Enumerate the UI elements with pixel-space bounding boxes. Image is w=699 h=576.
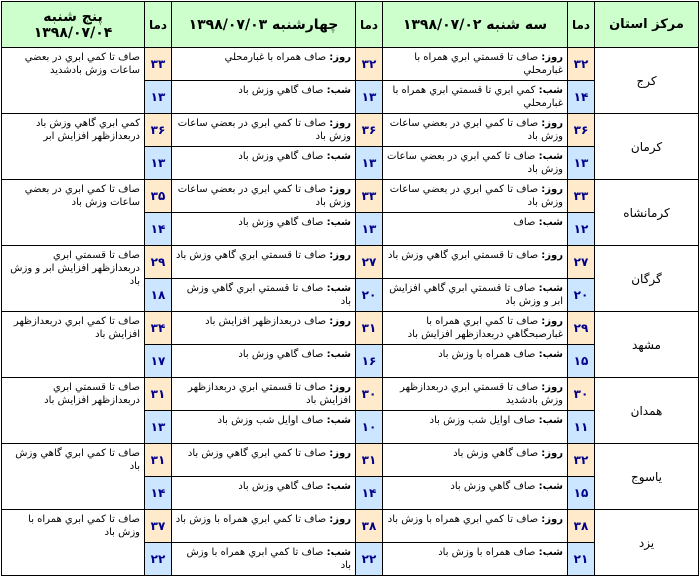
header-temp-day3: دما [145,2,172,48]
day-label: روز: [329,118,351,129]
d1-max-temp: ۳۲ [568,444,595,477]
table-row [2,114,699,147]
night-label: شب: [326,283,351,294]
d1-night-text: صاف گاهي وزش باد [450,481,536,492]
d2-day-text: صاف تا كمي ابري گاهي وزش باد [187,448,327,459]
d3-max-temp: ۳۱ [145,378,172,411]
d3-forecast: صاف تا كمي ابري دربعدازظهر افزايش باد [2,312,145,378]
day-label: روز: [541,316,563,327]
d1-night-forecast [383,411,568,444]
night-label: شب: [538,85,563,96]
d1-min-temp: ۱۵ [568,477,595,510]
d3-forecast: صاف تا قسمتي ابري دربعدازظهر افزايش ابر و وزش باد [2,246,145,312]
night-label: شب: [326,547,351,558]
night-label: شب: [326,151,351,162]
d2-day-forecast [172,246,356,279]
d2-day-text: صاف تا كمي ابري در بعضي ساعات وزش باد [177,118,351,142]
table-row [2,444,699,477]
day-label: روز: [329,52,351,63]
d1-day-text: صاف تا كمي ابري در بعضي ساعات وزش باد [389,118,563,142]
d1-night-text: صاف تا كمي ابري در بعضي ساعات وزش باد [387,151,563,175]
d1-min-temp: ۲۱ [568,543,595,576]
forecast-table [1,1,699,576]
province-name: کرمانشاه [595,180,699,246]
night-label: شب: [326,349,351,360]
night-label: شب: [326,415,351,426]
d1-night-forecast [383,81,568,114]
header-day3: پنج شنبه ۱۳۹۸/۰۷/۰۴ [2,2,145,48]
night-label: شب: [538,349,563,360]
d1-night-forecast [383,345,568,378]
d3-max-temp: ۳۴ [145,312,172,345]
d1-day-text: صاف تا كمي ابري در بعضي ساعات وزش باد [389,184,563,208]
d1-day-text: صاف تا قسمتي ابري همراه با غبارمحلي [414,52,563,76]
d1-night-text: كمي ابري تا قسمتي ابري همراه با غبارمحلي [392,85,563,109]
d3-forecast: صاف تا كمي ابري همراه با وزش باد [2,510,145,576]
night-label: شب: [538,481,563,492]
header-row [2,2,699,48]
d3-forecast: صاف تا قسمتي ابري دربعدازظهر افزايش باد [2,378,145,444]
d1-day-forecast [383,180,568,213]
day-label: روز: [541,448,563,459]
d2-day-forecast [172,114,356,147]
d2-min-temp: ۲۲ [356,543,383,576]
province-name: کرمان [595,114,699,180]
d2-min-temp: ۱۳ [356,147,383,180]
day-label: روز: [541,514,563,525]
d2-day-forecast [172,48,356,81]
day-label: روز: [541,184,563,195]
table-row [2,510,699,543]
d1-night-forecast [383,543,568,576]
d2-night-text: صاف تا قسمتي ابري گاهي وزش باد [186,283,351,307]
d3-max-temp: ۳۳ [145,48,172,81]
d1-night-forecast [383,279,568,312]
header-province: مرکز استان [595,2,699,48]
table-row [2,378,699,411]
d3-min-temp: ۱۷ [145,345,172,378]
d1-min-temp: ۱۴ [568,81,595,114]
d2-max-temp: ۳۶ [356,114,383,147]
d3-min-temp: ۱۴ [145,477,172,510]
d3-forecast: صاف تا كمي ابري گاهي وزش باد [2,444,145,510]
d1-max-temp: ۲۹ [568,312,595,345]
d2-max-temp: ۳۰ [356,378,383,411]
d2-min-temp: ۱۶ [356,345,383,378]
night-label: شب: [538,547,563,558]
d2-night-forecast [172,345,356,378]
day-label: روز: [329,184,351,195]
d1-day-text: صاف تا كمي ابري همراه با وزش باد [387,514,539,525]
day-label: روز: [541,118,563,129]
table-row [2,48,699,81]
night-label: شب: [538,151,563,162]
d1-night-text: صاف [513,217,536,228]
province-name: یاسوج [595,444,699,510]
d3-min-temp: ۲۲ [145,543,172,576]
day-label: روز: [541,250,563,261]
d1-night-text: صاف تا قسمتي ابري گاهي افزايش ابر و وزش باد [389,283,563,307]
d3-min-temp: ۱۸ [145,279,172,312]
d2-night-forecast [172,477,356,510]
d2-night-forecast [172,81,356,114]
d2-min-temp: ۲۰ [356,279,383,312]
d1-max-temp: ۳۶ [568,114,595,147]
d2-night-forecast [172,411,356,444]
d2-max-temp: ۳۲ [356,48,383,81]
day-label: روز: [329,448,351,459]
d2-night-forecast [172,543,356,576]
d3-min-temp: ۱۳ [145,81,172,114]
d2-night-forecast [172,279,356,312]
d2-min-temp: ۱۳ [356,81,383,114]
table-row [2,312,699,345]
d2-day-text: صاف دربعدازظهر افزايش باد [205,316,327,327]
province-name: یزد [595,510,699,576]
d2-max-temp: ۲۷ [356,246,383,279]
d3-min-temp: ۱۳ [145,147,172,180]
d2-min-temp: ۱۴ [356,477,383,510]
d2-day-forecast [172,510,356,543]
d1-max-temp: ۳۳ [568,180,595,213]
header-temp-day2: دما [356,2,383,48]
d1-night-text: صاف همراه با وزش باد [438,349,536,360]
d2-night-forecast [172,147,356,180]
d1-night-forecast [383,213,568,246]
d2-min-temp: ۱۳ [356,213,383,246]
d3-max-temp: ۳۵ [145,180,172,213]
province-name: مشهد [595,312,699,378]
d2-day-text: صاف تا قسمتي ابري دربعدازظهر افزايش باد [188,382,351,406]
d1-night-forecast [383,147,568,180]
d2-max-temp: ۳۳ [356,180,383,213]
d1-day-forecast [383,378,568,411]
night-label: شب: [326,85,351,96]
d1-max-temp: ۳۰ [568,378,595,411]
d2-max-temp: ۳۸ [356,510,383,543]
d3-forecast: كمي ابري گاهي وزش باد دربعدازظهر افزايش ابر [2,114,145,180]
d2-day-text: صاف همراه با غبارمحلي [224,52,327,63]
header-day1: سه شنبه ۱۳۹۸/۰۷/۰۲ [383,2,568,48]
d3-max-temp: ۳۱ [145,444,172,477]
day-label: روز: [329,514,351,525]
d2-day-forecast [172,180,356,213]
d2-night-forecast [172,213,356,246]
d2-min-temp: ۱۰ [356,411,383,444]
d2-night-text: صاف گاهي وزش باد [238,85,324,96]
d1-day-text: صاف تا كمي ابري همراه با غبارصبحگاهي دربعدازظهر افزايش باد [407,316,563,340]
province-name: گرگان [595,246,699,312]
d3-max-temp: ۲۹ [145,246,172,279]
day-label: روز: [329,382,351,393]
d1-day-forecast [383,114,568,147]
table-row [2,246,699,279]
province-name: همدان [595,378,699,444]
d1-max-temp: ۳۸ [568,510,595,543]
d1-day-text: صاف تا قسمتي ابري دربعدازظهر وزش بادشديد [400,382,563,406]
d2-night-text: صاف گاهي وزش باد [238,151,324,162]
d1-min-temp: ۲۰ [568,279,595,312]
d1-min-temp: ۱۱ [568,411,595,444]
night-label: شب: [538,283,563,294]
d2-night-text: صاف تا كمي ابري همراه با وزش باد [186,547,351,571]
night-label: شب: [538,217,563,228]
d3-forecast: صاف تا كمي ابري در بعضي ساعات وزش بادشديد [2,48,145,114]
d2-day-forecast [172,312,356,345]
d2-night-text: صاف اوايل شب وزش باد [217,415,324,426]
d1-day-forecast [383,444,568,477]
d1-min-temp: ۱۵ [568,345,595,378]
night-label: شب: [326,481,351,492]
night-label: شب: [326,217,351,228]
d1-night-text: صاف همراه با وزش باد [438,547,536,558]
table-row [2,180,699,213]
d1-night-forecast [383,477,568,510]
d3-max-temp: ۳۷ [145,510,172,543]
d3-max-temp: ۳۶ [145,114,172,147]
d2-day-text: صاف تا قسمتي ابري گاهي وزش باد [175,250,327,261]
day-label: روز: [329,250,351,261]
province-name: کرج [595,48,699,114]
day-label: روز: [329,316,351,327]
d2-day-text: صاف تا كمي ابري همراه با وزش باد [175,514,327,525]
day-label: روز: [541,382,563,393]
d1-day-forecast [383,48,568,81]
d1-max-temp: ۳۲ [568,48,595,81]
d1-day-forecast [383,246,568,279]
d2-night-text: صاف گاهي وزش باد [238,481,324,492]
d2-day-forecast [172,444,356,477]
d2-night-text: صاف گاهي وزش باد [238,217,324,228]
day-label: روز: [541,52,563,63]
d1-night-text: صاف اوايل شب وزش باد [429,415,536,426]
d1-min-temp: ۱۲ [568,213,595,246]
night-label: شب: [538,415,563,426]
d1-day-forecast [383,510,568,543]
d1-day-forecast [383,312,568,345]
d2-max-temp: ۳۱ [356,444,383,477]
d3-min-temp: ۱۴ [145,213,172,246]
d2-day-text: صاف تا كمي ابري در بعضي ساعات وزش باد [177,184,351,208]
d1-min-temp: ۱۳ [568,147,595,180]
d1-day-text: صاف گاهي وزش باد [453,448,539,459]
d2-max-temp: ۳۱ [356,312,383,345]
d2-night-text: صاف گاهي وزش باد [238,349,324,360]
header-temp-day1: دما [568,2,595,48]
d1-max-temp: ۲۷ [568,246,595,279]
d3-min-temp: ۱۳ [145,411,172,444]
d3-forecast: صاف تا كمي ابري در بعضي ساعات وزش باد [2,180,145,246]
header-day2: چهارشنبه ۱۳۹۸/۰۷/۰۳ [172,2,356,48]
d1-day-text: صاف تا قسمتي ابري گاهي وزش باد [387,250,539,261]
d2-day-forecast [172,378,356,411]
